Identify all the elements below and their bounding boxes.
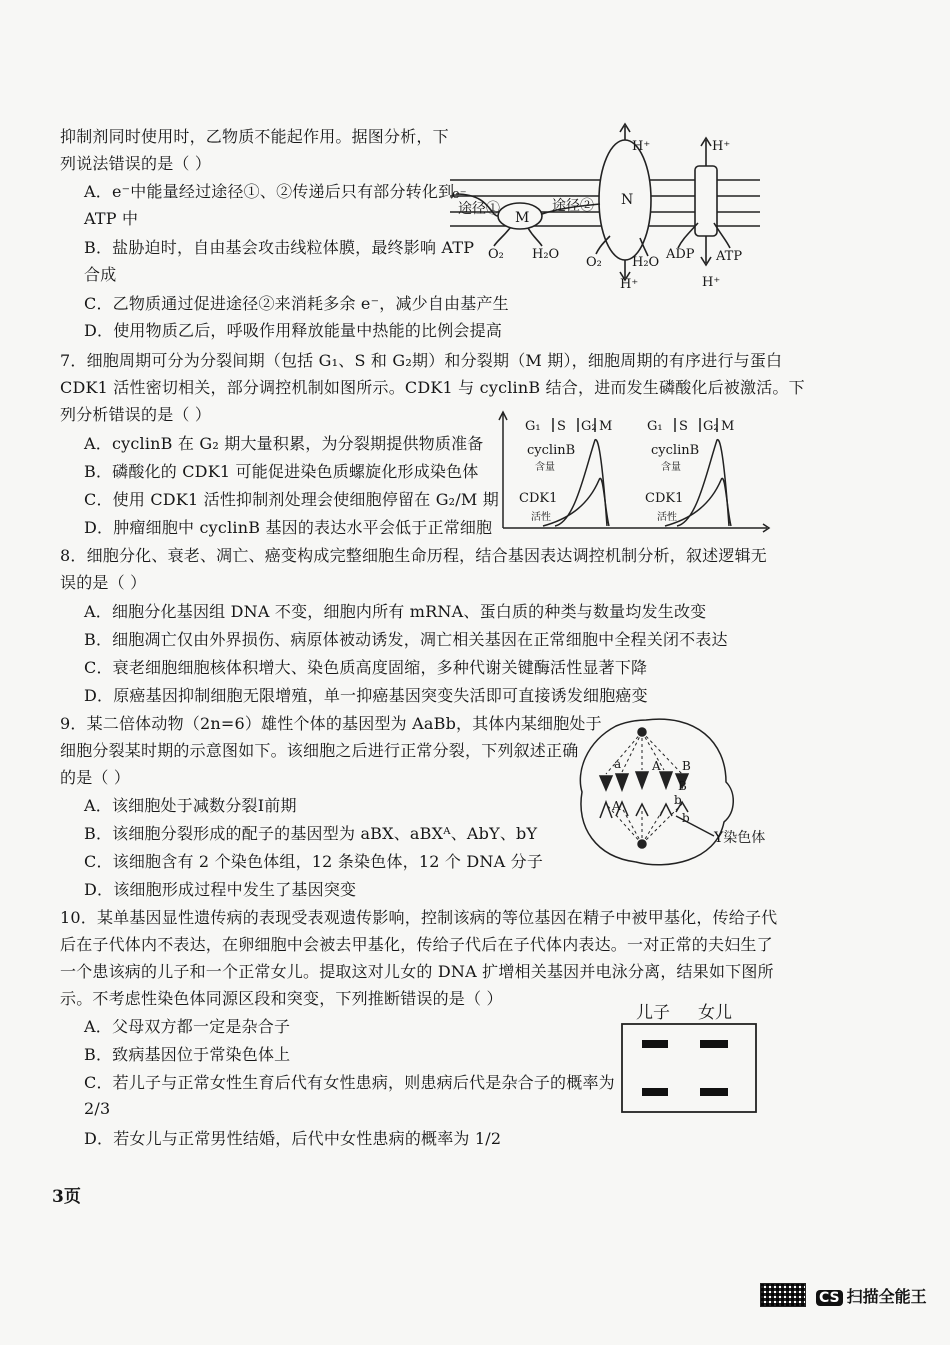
q6-h2o-a: H₂O xyxy=(532,247,560,262)
q6-option-a-cont: ATP 中 xyxy=(84,209,139,228)
q9-gene-b-bottom: b xyxy=(682,811,690,825)
q8-option-c: C．衰老细胞细胞核体积增大、染色质高度固缩，多种代谢关键酶活性显著下降 xyxy=(84,658,648,677)
q9-gene-A-bottom: A xyxy=(612,799,621,813)
q10-band-son-upper xyxy=(642,1040,668,1048)
q6-o2-a: O₂ xyxy=(488,247,504,262)
q7-phase-s-b: S xyxy=(679,419,688,434)
q6-n-label: N xyxy=(621,192,634,208)
q6-membrane-figure xyxy=(450,128,770,293)
q9-option-b: B．该细胞分裂形成的配子的基因型为 aBX、aBXᴬ、AbY、bY xyxy=(84,824,538,843)
q6-e-label: e⁻ xyxy=(452,187,467,202)
q10-stem-line-3: 一个患该病的儿子和一个正常女儿。提取这对儿女的 DNA 扩增相关基因并电泳分离，结果如下图所 xyxy=(60,962,774,981)
q6-h-top-right: H⁺ xyxy=(712,139,731,154)
q6-option-c: C．乙物质通过促进途径②来消耗多余 e⁻，减少自由基产生 xyxy=(84,294,509,313)
q9-y-chromosome-label: Y染色体 xyxy=(714,830,766,846)
q10-col-daughter: 女儿 xyxy=(698,1003,732,1023)
qr-code-icon xyxy=(760,1283,806,1307)
q9-gene-a-top: a xyxy=(614,757,622,771)
q8-option-d: D．原癌基因抑制细胞无限增殖，单一抑癌基因突变失活即可直接诱发细胞癌变 xyxy=(84,686,648,705)
q7-phase-g1-b: G₁ xyxy=(647,419,663,434)
q6-atp-label: ATP xyxy=(716,249,743,264)
q9-gene-B-mid: B xyxy=(678,779,687,793)
scanner-watermark xyxy=(760,1283,927,1307)
q9-stem-line-2: 细胞分裂某时期的示意图如下。该细胞之后进行正常分裂，下列叙述正确 xyxy=(60,741,579,760)
q9-stem-line-1: 9．某二倍体动物（2n=6）雄性个体的基因型为 AaBb，其体内某细胞处于 xyxy=(60,714,602,733)
q6-option-b-cont: 合成 xyxy=(84,265,117,284)
q7-cdk-sub-a: 活性 xyxy=(531,512,551,523)
q8-stem-line-2: 误的是（ ） xyxy=(60,573,147,592)
q10-band-daughter-upper xyxy=(700,1040,728,1048)
q7-stem-line-2: CDK1 活性密切相关，部分调控机制如图所示。CDK1 与 cyclinB 结合，进而发生磷酸化后被激活。下 xyxy=(60,378,805,397)
q6-adp-label: ADP xyxy=(666,247,695,262)
q9-option-c: C．该细胞含有 2 个染色体组，12 条染色体，12 个 DNA 分子 xyxy=(84,852,544,871)
q9-gene-A-top: A xyxy=(652,759,661,773)
q6-h-bottom-left: H⁺ xyxy=(620,277,639,292)
q7-phase-g1-a: G₁ xyxy=(525,419,541,434)
scanner-logo: CS xyxy=(816,1290,843,1306)
q6-h-bottom-right: H⁺ xyxy=(702,275,721,290)
q10-col-son: 儿子 xyxy=(636,1003,670,1023)
q10-option-d: D．若女儿与正常男性结婚，后代中女性患病的概率为 1/2 xyxy=(84,1129,502,1148)
q8-option-b: B．细胞凋亡仅由外界损伤、病原体被动诱发，凋亡相关基因在正常细胞中全程关闭不表达 xyxy=(84,630,728,649)
q6-option-b: B．盐胁迫时，自由基会攻击线粒体膜，最终影响 ATP xyxy=(84,238,475,257)
q9-option-a: A．该细胞处于减数分裂Ⅰ前期 xyxy=(84,796,297,815)
q7-phase-g2-b: G₂ xyxy=(703,419,719,434)
q7-cyclin-sub-b: 含量 xyxy=(661,462,681,473)
q7-phase-m-b: M xyxy=(721,419,735,434)
q10-option-c: C．若儿子与正常女性生育后代有女性患病，则患病后代是杂合子的概率为 xyxy=(84,1073,615,1092)
q10-option-c-cont: 2/3 xyxy=(84,1099,111,1118)
q7-cycle-figure xyxy=(495,410,770,535)
q8-option-a: A．细胞分化基因组 DNA 不变，细胞内所有 mRNA、蛋白质的种类与数量均发生改变 xyxy=(84,602,707,621)
q6-h2o-b: H₂O xyxy=(632,255,660,270)
scanner-name: 扫描全能王 xyxy=(846,1286,927,1306)
q9-cell-figure xyxy=(576,712,776,872)
q10-option-b: B．致病基因位于常染色体上 xyxy=(84,1045,291,1064)
q6-path2-label: 途径② xyxy=(552,198,594,214)
q6-path1-label: 途径① xyxy=(458,201,500,217)
q7-phase-m-a: M xyxy=(599,419,613,434)
q7-stem-line-3: 列分析错误的是（ ） xyxy=(60,405,212,424)
q7-option-d: D．肿瘤细胞中 cyclinB 基因的表达水平会低于正常细胞 xyxy=(84,518,493,537)
q6-m-label: M xyxy=(515,210,530,226)
q10-band-daughter-lower xyxy=(700,1088,728,1096)
q10-gel-figure xyxy=(620,1000,760,1115)
q7-cdk-sub-b: 活性 xyxy=(657,512,677,523)
q7-cyclin-label-a: cyclinB xyxy=(527,443,576,458)
q7-cyclin-sub-a: 含量 xyxy=(535,462,555,473)
page-number: 3页 xyxy=(52,1187,81,1207)
q7-cdk-label-b: CDK1 xyxy=(645,491,684,506)
q9-option-d: D．该细胞形成过程中发生了基因突变 xyxy=(84,880,357,899)
q8-stem-line-1: 8．细胞分化、衰老、凋亡、癌变构成完整细胞生命历程，结合基因表达调控机制分析，叙述逻辑无 xyxy=(60,546,767,565)
q7-phase-g2-a: G₂ xyxy=(581,419,597,434)
q6-stem-line-2: 列说法错误的是（ ） xyxy=(60,154,212,173)
q7-cdk-label-a: CDK1 xyxy=(519,491,558,506)
q10-stem-line-4: 示。不考虑性染色体同源区段和突变，下列推断错误的是（ ） xyxy=(60,989,503,1008)
q10-option-a: A．父母双方都一定是杂合子 xyxy=(84,1017,291,1036)
q9-gene-b-mid: b xyxy=(674,793,682,807)
q10-stem-line-1: 10．某单基因显性遗传病的表现受表观遗传影响，控制该病的等位基因在精子中被甲基化，传给子代 xyxy=(60,908,778,927)
q7-option-b: B．磷酸化的 CDK1 可能促进染色质螺旋化形成染色体 xyxy=(84,462,479,481)
q6-option-d: D．使用物质乙后，呼吸作用释放能量中热能的比例会提高 xyxy=(84,321,503,340)
q7-stem-line-1: 7．细胞周期可分为分裂间期（包括 G₁、S 和 G₂期）和分裂期（M 期），细胞周期的有序进行与蛋白 xyxy=(60,351,783,370)
q6-stem-line-1: 抑制剂同时使用时，乙物质不能起作用。据图分析，下 xyxy=(60,127,449,146)
q6-option-a: A．e⁻中能量经过途径①、②传递后只有部分转化到 xyxy=(84,182,455,201)
q6-o2-b: O₂ xyxy=(586,255,602,270)
q10-band-son-lower xyxy=(642,1088,668,1096)
q6-h-top-left: H⁺ xyxy=(632,139,651,154)
q7-option-a: A．cyclinB 在 G₂ 期大量积累，为分裂期提供物质准备 xyxy=(84,434,484,453)
q7-option-c: C．使用 CDK1 活性抑制剂处理会使细胞停留在 G₂/M 期 xyxy=(84,490,499,509)
q7-phase-s-a: S xyxy=(557,419,566,434)
q7-cyclin-label-b: cyclinB xyxy=(651,443,700,458)
q9-stem-line-3: 的是（ ） xyxy=(60,768,131,787)
q9-gene-B-top: B xyxy=(682,759,691,773)
q10-stem-line-2: 后在子代体内不表达，在卵细胞中会被去甲基化，传给子代后在子代体内表达。一对正常的夫妇生了 xyxy=(60,935,773,954)
